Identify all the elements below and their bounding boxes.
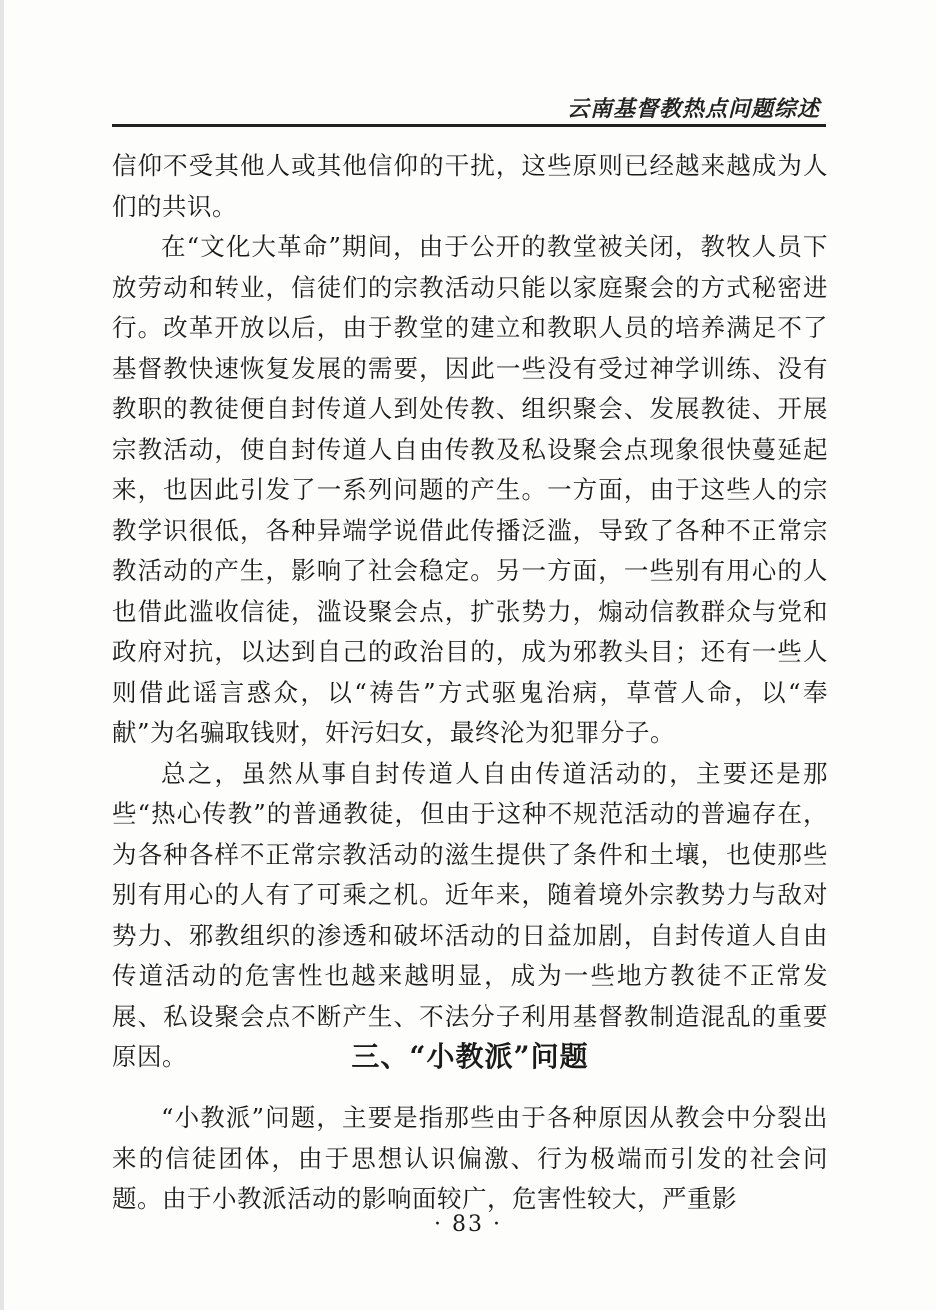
paragraph-small-sects: “小教派”问题，主要是指那些由于各种原因从教会中分裂出来的信徒团体，由于思想认识偏激、行为极端而引发的社会问题。由于小教派活动的影响面较广，危害性较大，严重影: [112, 1103, 828, 1213]
page-edge-shadow: [0, 0, 4, 1310]
paragraph-cultural-revolution: 在“文化大革命”期间，由于公开的教堂被关闭，教牧人员下放劳动和转业，信徒们的宗教活动只能以家庭聚会的方式秘密进行。改革开放以后，由于教堂的建立和教职人员的培养满足不了基督教快速恢复发展的需要，因此一些没有受过神学训练、没有教职的教徒便自封传道人到处传教、组织聚会、发展教徒、开展宗教活动，使自封传道人自由传教及私设聚会点现象很快蔓延起来，也因此引发了一系列问题的产生。一方面，由于这些人的宗教学识很低，各种异端学说借此传播泛滥，导致了各种不正常宗教活动的产生，影响了社会稳定。另一方面，一些别有用心的人也借此滥收信徒，滥设聚会点，扩张势力，煽动信教群众与党和政府对抗，以达到自己的政治目的，成为邪教头目；还有一些人则借此谣言惑众，以“祷告”方式驱鬼治病，草菅人命，以“奉献”为名骗取钱财，奸污妇女，最终沦为犯罪分子。: [112, 232, 828, 747]
section-body-text: [112, 1098, 828, 1220]
paragraph-continued: 信仰不受其他人或其他信仰的干扰，这些原则已经越来越成为人们的共识。: [112, 151, 828, 221]
running-head-title: 云南基督教热点问题综述: [566, 96, 820, 122]
page-number: · 83 ·: [434, 1212, 502, 1237]
section-heading: 三、“小教派”问题: [351, 1040, 589, 1073]
header-rule: [112, 124, 826, 127]
body-text: [112, 146, 828, 1078]
paragraph-summary: 总之，虽然从事自封传道人自由传道活动的，主要还是那些“热心传教”的普通教徒，但由于这种不规范活动的普遍存在，为各种各样不正常宗教活动的滋生提供了条件和土壤，也使那些别有用心的人有了可乘之机。近年来，随着境外宗教势力与敌对势力、邪教组织的渗透和破坏活动的日益加剧，自封传道人自由传道活动的危害性也越来越明显，成为一些地方教徒不正常发展、私设聚会点不断产生、不法分子利用基督教制造混乱的重要原因。: [112, 758, 828, 1071]
